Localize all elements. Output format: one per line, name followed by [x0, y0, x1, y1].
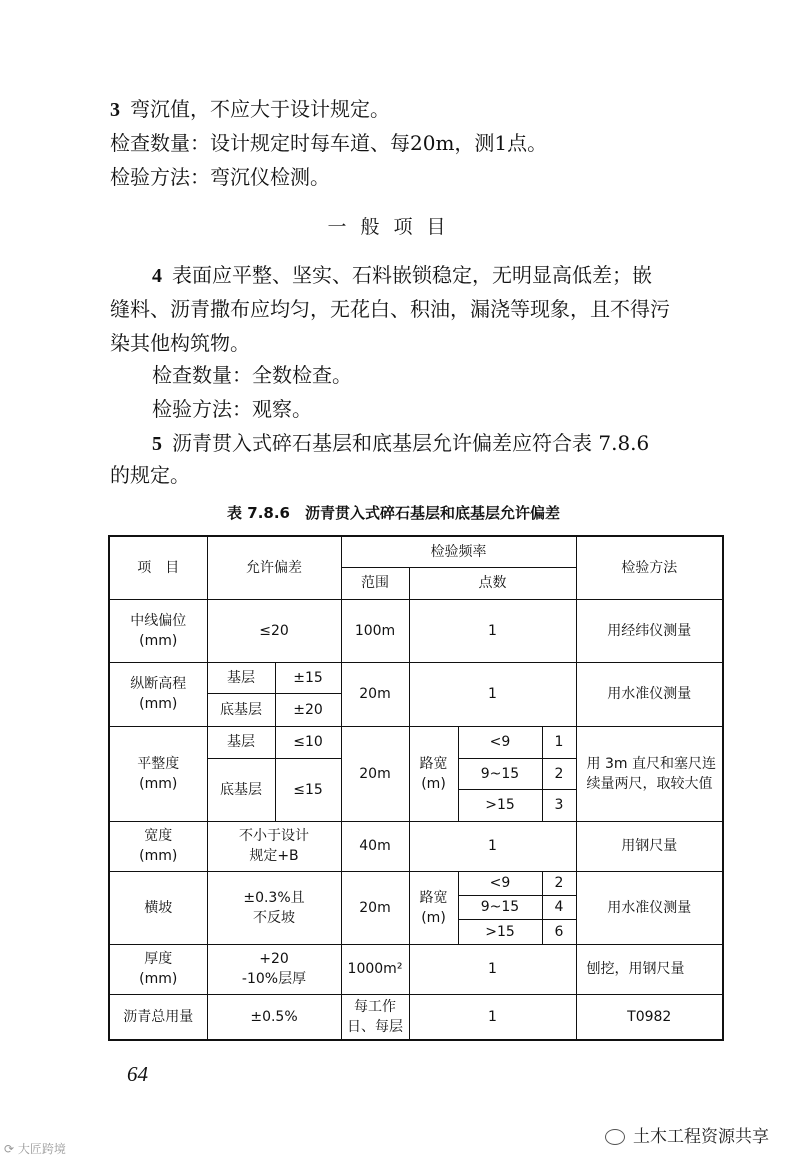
item-number: 4 — [152, 265, 162, 287]
cell-sublayer: 基层 — [207, 662, 275, 693]
item-3-paragraph — [110, 92, 720, 127]
cell-road-width: 路宽 (m) — [409, 726, 458, 821]
item-3-inspection-quantity: 检查数量：设计规定时每车道、每20m，测1点。 — [110, 131, 548, 155]
item-3-inspection-method: 检验方法：弯沉仪检测。 — [110, 165, 330, 189]
item-5-line-2: 的规定。 — [110, 463, 190, 487]
item-4-inspection-method: 检验方法：观察。 — [152, 397, 312, 421]
header-tolerance: 允许偏差 — [207, 536, 341, 599]
cell-width-class: <9 — [458, 726, 542, 758]
cell-tolerance: ≤20 — [207, 599, 341, 662]
cell-width-class: <9 — [458, 871, 542, 895]
cell-tolerance: ±0.5% — [207, 994, 341, 1040]
cell-sublayer: 底基层 — [207, 693, 275, 726]
cell-width-class: 9~15 — [458, 758, 542, 789]
header-points: 点数 — [409, 567, 576, 599]
table-row — [109, 994, 723, 1040]
cell-tolerance: ±0.3%且 不反坡 — [207, 871, 341, 944]
tolerance-table — [108, 535, 724, 1041]
cell-range: 20m — [341, 871, 409, 944]
cell-points: 6 — [542, 919, 576, 944]
cell-width-class: 9~15 — [458, 895, 542, 919]
item-number: 3 — [110, 99, 120, 121]
cell-item: 沥青总用量 — [109, 994, 207, 1040]
cell-method: 刨挖，用钢尺量 — [576, 944, 723, 994]
cell-range: 每工作 日、每层 — [341, 994, 409, 1040]
cell-tolerance: 不小于设计 规定+B — [207, 821, 341, 871]
header-frequency: 检验频率 — [341, 536, 576, 567]
cell-sublayer: 基层 — [207, 726, 275, 758]
cell-tolerance: ±15 — [275, 662, 341, 693]
watermark-text: 土木工程资源共享 — [633, 1127, 769, 1147]
table-caption: 表 7.8.6 沥青贯入式碎石基层和底基层允许偏差 — [227, 504, 560, 522]
header-method: 检验方法 — [576, 536, 723, 599]
cell-item: 横坡 — [109, 871, 207, 944]
header-range: 范围 — [341, 567, 409, 599]
item-4-line-3: 染其他构筑物。 — [110, 331, 250, 355]
cell-range: 20m — [341, 662, 409, 726]
cell-points: 2 — [542, 871, 576, 895]
cell-tolerance: ≤10 — [275, 726, 341, 758]
cell-method: 用经纬仪测量 — [576, 599, 723, 662]
item-number: 5 — [152, 433, 162, 455]
cell-points: 1 — [409, 599, 576, 662]
watermark-left — [4, 1140, 66, 1157]
cell-tolerance: ±20 — [275, 693, 341, 726]
watermark-logo-icon: ⟳ — [4, 1142, 18, 1156]
cell-points: 1 — [409, 821, 576, 871]
cell-tolerance: ≤15 — [275, 758, 341, 821]
header-item: 项 目 — [109, 536, 207, 599]
cell-sublayer: 底基层 — [207, 758, 275, 821]
page-number: 64 — [127, 1062, 148, 1086]
cell-points: 2 — [542, 758, 576, 789]
table-row — [109, 599, 723, 662]
item-4-line-1: 表面应平整、坚实、石料嵌锁稳定，无明显高低差；嵌 — [172, 263, 652, 287]
item-5-line-1: 沥青贯入式碎石基层和底基层允许偏差应符合表 7.8.6 — [172, 431, 650, 455]
cell-method: 用水准仪测量 — [576, 662, 723, 726]
cell-points: 1 — [409, 944, 576, 994]
item-4-line-2: 缝料、沥青撒布应均匀，无花白、积油，漏浇等现象，且不得污 — [110, 297, 670, 321]
cell-item: 中线偏位 (mm) — [109, 599, 207, 662]
cell-width-class: >15 — [458, 789, 542, 821]
chat-icon — [605, 1129, 625, 1145]
cell-width-class: >15 — [458, 919, 542, 944]
cell-road-width: 路宽 (m) — [409, 871, 458, 944]
cell-method: 用 3m 直尺和塞尺连续量两尺，取较大值 — [576, 726, 723, 821]
watermark-right — [605, 1122, 769, 1147]
item-4-paragraph — [152, 258, 762, 293]
table-row — [109, 944, 723, 994]
table-row — [109, 726, 723, 758]
cell-method: T0982 — [576, 994, 723, 1040]
cell-item: 平整度 (mm) — [109, 726, 207, 821]
cell-range: 100m — [341, 599, 409, 662]
cell-tolerance: +20 -10%层厚 — [207, 944, 341, 994]
cell-points: 1 — [409, 662, 576, 726]
cell-item: 宽度 (mm) — [109, 821, 207, 871]
cell-method: 用钢尺量 — [576, 821, 723, 871]
item-3-text: 弯沉值，不应大于设计规定。 — [130, 97, 390, 121]
cell-range: 40m — [341, 821, 409, 871]
cell-points: 3 — [542, 789, 576, 821]
item-5-paragraph — [152, 426, 762, 461]
table-row — [109, 662, 723, 693]
table-row — [109, 871, 723, 895]
watermark-left-text: 大匠跨境 — [17, 1142, 66, 1156]
cell-range: 1000m² — [341, 944, 409, 994]
general-items-heading: 一般项目 — [327, 216, 460, 238]
table-row — [109, 821, 723, 871]
cell-points: 4 — [542, 895, 576, 919]
cell-method: 用水准仪测量 — [576, 871, 723, 944]
cell-points: 1 — [542, 726, 576, 758]
cell-points: 1 — [409, 994, 576, 1040]
cell-item: 厚度 (mm) — [109, 944, 207, 994]
cell-item: 纵断高程 (mm) — [109, 662, 207, 726]
item-4-inspection-quantity: 检查数量：全数检查。 — [152, 363, 352, 387]
cell-range: 20m — [341, 726, 409, 821]
